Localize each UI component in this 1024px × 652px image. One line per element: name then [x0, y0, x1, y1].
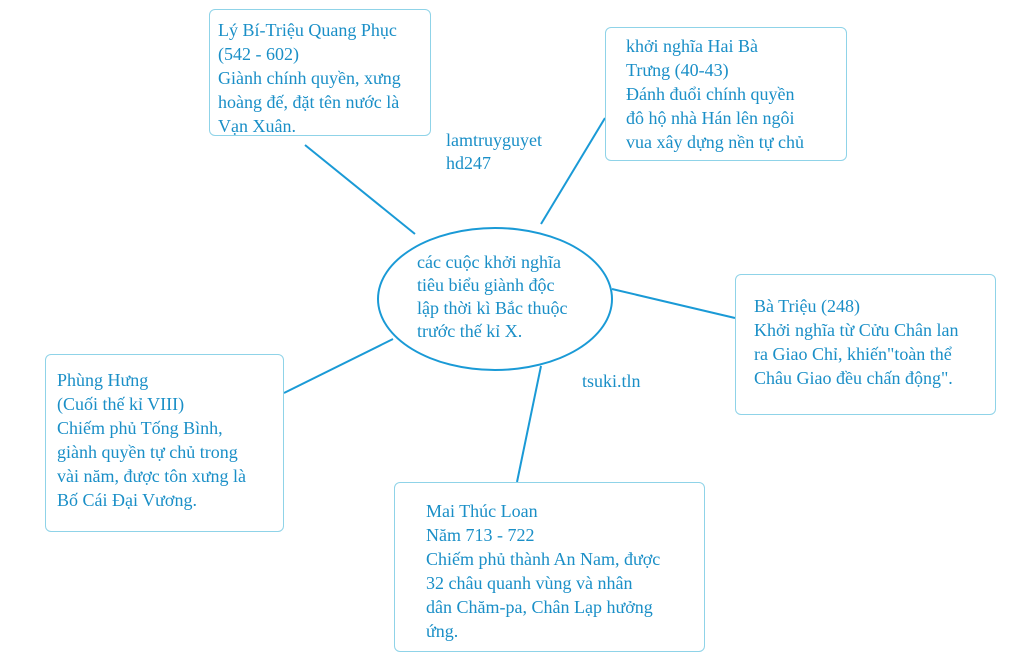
node-phung-hung-text: Phùng Hưng (Cuối thế kỉ VIII) Chiếm phủ Tống Bình, giành quyền tự chủ trong vài năm, được tôn xưng là Bố Cái Đại Vương.	[57, 370, 246, 510]
node-hai-ba-trung	[605, 27, 847, 161]
node-hai-ba-trung-text: khởi nghĩa Hai Bà Trưng (40-43) Đánh đuổi chính quyền đô hộ nhà Hán lên ngôi vua xây dựng nền tự chủ	[626, 36, 804, 152]
connector-mai-thuc-loan	[517, 366, 541, 482]
connector-hai-ba-trung	[541, 118, 605, 224]
node-phung-hung	[45, 354, 284, 532]
watermark-bottom: tsuki.tln	[582, 371, 641, 391]
central-topic-text: các cuộc khởi nghĩa tiêu biểu giành độc lập thời kì Bắc thuộc trước thế kỉ X.	[417, 252, 568, 341]
central-topic	[377, 227, 613, 371]
node-ly-bi-text: Lý Bí-Triệu Quang Phục (542 - 602) Giành chính quyền, xưng hoàng đế, đặt tên nước là Vạn Xuân.	[218, 20, 401, 136]
node-ba-trieu-text: Bà Triệu (248) Khởi nghĩa từ Cửu Chân lan ra Giao Chỉ, khiến"toàn thể Châu Giao đều chấn động".	[754, 296, 959, 388]
connector-phung-hung	[284, 339, 393, 393]
node-mai-thuc-loan-text: Mai Thúc Loan Năm 713 - 722 Chiếm phủ thành An Nam, được 32 châu quanh vùng và nhân dân Chăm-pa, Chân Lạp hưởng ứng.	[426, 501, 661, 641]
connector-ly-bi	[305, 145, 415, 234]
node-ly-bi	[209, 9, 431, 136]
connector-ba-trieu	[612, 289, 735, 318]
watermark-top: lamtruyguyet hd247	[446, 130, 542, 173]
node-ba-trieu	[735, 274, 996, 415]
node-mai-thuc-loan	[394, 482, 705, 652]
